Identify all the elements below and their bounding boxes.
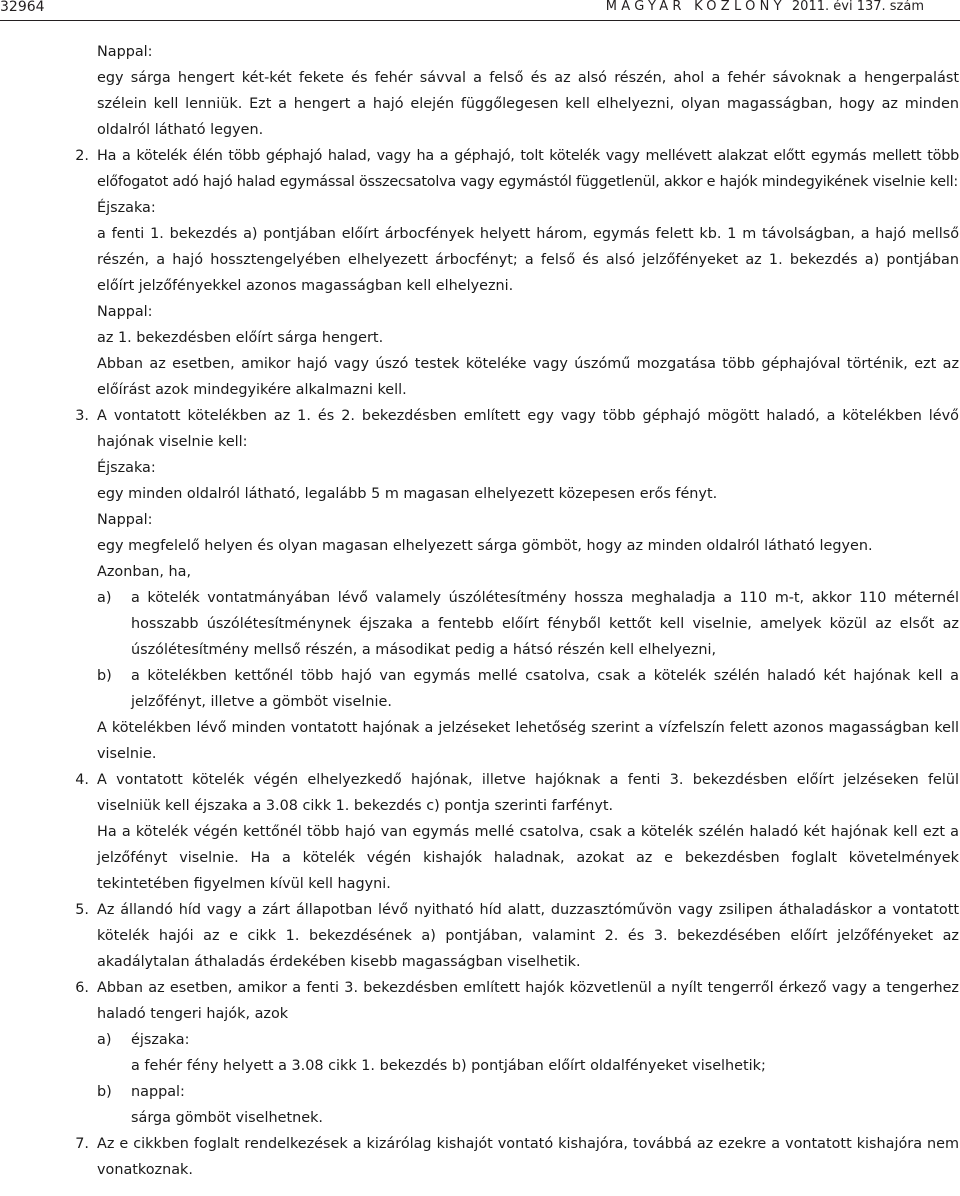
list-text: a kötelékben kettőnél több hajó van egymás mellé csatolva, csak a kötelék szélén haladó két hajónak kell a jelzőfényt, illetve a gömböt viselnie.: [131, 668, 959, 710]
paragraph-yellow-cylinder-ref: az 1. bekezdésben előírt sárga hengert.: [97, 330, 384, 346]
page-number: 32964: [0, 0, 45, 15]
paragraph-same-height: A kötelékben lévő minden vontatott hajónak a jelzéseket lehetőség szerint a vízfelszín felett azonos magasságban kell viselnie.: [97, 720, 959, 762]
section-number: 2.: [75, 148, 89, 164]
section-text: Abban az esetben, amikor a fenti 3. bekezdésben említett hajók közvetlenül a nyílt tengerről érkező vagy a tengerhez haladó tengeri hajók, azok: [97, 980, 959, 1022]
paragraph-end-of-convoy: Ha a kötelék végén kettőnél több hajó van egymás mellé csatolva, csak a kötelék szélén haladó két hajónak kell ezt a jelzőfényt viselnie. Ha a kötelék végén kishajók haladnak, azokat az e bekezdésben foglalt követelmények tekintetében figyelmen kívül kell hagyni.: [97, 824, 959, 892]
list-item-continuation: [97, 1053, 959, 1079]
section-number: 7.: [75, 1136, 89, 1152]
section-7: [0, 1131, 960, 1183]
section-3: [0, 403, 960, 455]
section-text: A vontatott kötelék végén elhelyezkedő hajónak, illetve hajóknak a fenti 3. bekezdésben előírt jelzéseken felül viselniük kell éjszaka a 3.08 cikk 1. bekezdés c) pontja szerinti farfényt.: [97, 772, 959, 814]
list-label: b): [97, 1084, 112, 1100]
list-label: a): [97, 1032, 112, 1048]
issue-number: 2011. évi 137. szám: [791, 0, 924, 14]
paragraph-medium-light: egy minden oldalról látható, legalább 5 m magasan elhelyezett közepesen erős fényt.: [97, 486, 718, 502]
list-label: a): [97, 590, 112, 606]
section-2: [0, 143, 960, 195]
list-item-b: [97, 1079, 959, 1105]
paragraph-daytime-label: Nappal:: [97, 304, 153, 320]
section-number: 3.: [75, 408, 89, 424]
list-text: sárga gömböt viselhetnek.: [131, 1110, 323, 1126]
paragraph-night-label: Éjszaka:: [97, 200, 156, 216]
section-text: Az e cikkben foglalt rendelkezések a kizárólag kishajót vontató kishajóra, továbbá az ezekre a vontatott kishajóra nem vonatkoznak.: [97, 1136, 959, 1178]
paragraph-yellow-ball: egy megfelelő helyen és olyan magasan elhelyezett sárga gömböt, hogy az minden oldalról látható legyen.: [97, 538, 873, 554]
document-body: [0, 39, 960, 1183]
section-number: 6.: [75, 980, 89, 996]
page-header: [0, 0, 960, 22]
paragraph-daytime-label: Nappal:: [97, 512, 153, 528]
paragraph-yellow-cylinder: egy sárga hengert két-két fekete és fehér sávval a felső és az alsó részén, ahol a fehér sávoknak a hengerpalást szélein kell lenniük. Ezt a hengert a hajó elején függőlegesen kell elhelyezni, olyan magasságban, hogy az minden oldalról látható legyen.: [97, 70, 959, 138]
section-number: 4.: [75, 772, 89, 788]
paragraph-masthead-lights: a fenti 1. bekezdés a) pontjában előírt árbocfények helyett három, egymás felett kb. 1 m távolságban, a hajó mellső részén, a hajó hossztengelyében elhelyezett árbocfényt; a felső és alsó jelzőfényeket az 1. bekezdés a) pontjában előírt jelzőfényekkel azonos magasságban kell elhelyezni.: [97, 226, 959, 294]
publication-name: MAGYAR KÖZLÖNY: [605, 0, 786, 14]
list-item-a: [97, 1027, 959, 1053]
section-4: [0, 767, 960, 819]
paragraph-multiple-tugs: Abban az esetben, amikor hajó vagy úszó testek köteléke vagy úszómű mozgatása több géphajóval történik, ezt az előírást azok mindegyikére alkalmazni kell.: [97, 356, 959, 398]
paragraph-night-label: Éjszaka:: [97, 460, 156, 476]
section-text: Ha a kötelék élén több géphajó halad, vagy ha a géphajó, tolt kötelék vagy mellévett alakzat előtt egymás mellett több előfogatot adó hajó halad egymással összecsatolva vagy egymástól függetlenül, akkor e hajók mindegyikének viselnie kell:: [97, 148, 959, 190]
list-text: nappal:: [131, 1084, 185, 1100]
list-item-continuation: [97, 1105, 959, 1131]
paragraph-however: Azonban, ha,: [97, 564, 192, 580]
running-title: [606, 0, 924, 14]
section-number: 5.: [75, 902, 89, 918]
header-rule: [0, 20, 960, 21]
list-text: a kötelék vontatmányában lévő valamely úszólétesítmény hossza meghaladja a 110 m-t, akkor 110 méternél hosszabb úszólétesítménynek éjszaka a fentebb előírt fényből kettőt kell viselnie, amelyek közül az elsőt az úszólétesítmény mellső részén, a másodikat pedig a hátsó részén kell elhelyezni,: [131, 590, 959, 658]
section-5: [0, 897, 960, 975]
list-text: a fehér fény helyett a 3.08 cikk 1. bekezdés b) pontjában előírt oldalfényeket viselhetik;: [131, 1058, 766, 1074]
list-item-b: [97, 663, 959, 715]
list-item-a: [97, 585, 959, 663]
section-6: [0, 975, 960, 1027]
paragraph-daytime-label: Nappal:: [97, 44, 153, 60]
section-text: Az állandó híd vagy a zárt állapotban lévő nyitható híd alatt, duzzasztóművön vagy zsilipen áthaladáskor a vontatott kötelék hajói az e cikk 1. bekezdésének a) pontjában, valamint 2. és 3. bekezdésében előírt jelzőfényeket az akadálytalan áthaladás érdekében kisebb magasságban viselhetik.: [97, 902, 959, 970]
section-text: A vontatott kötelékben az 1. és 2. bekezdésben említett egy vagy több géphajó mögött haladó, a kötelékben lévő hajónak viselnie kell:: [97, 408, 959, 450]
list-label: b): [97, 668, 112, 684]
list-text: éjszaka:: [131, 1032, 190, 1048]
